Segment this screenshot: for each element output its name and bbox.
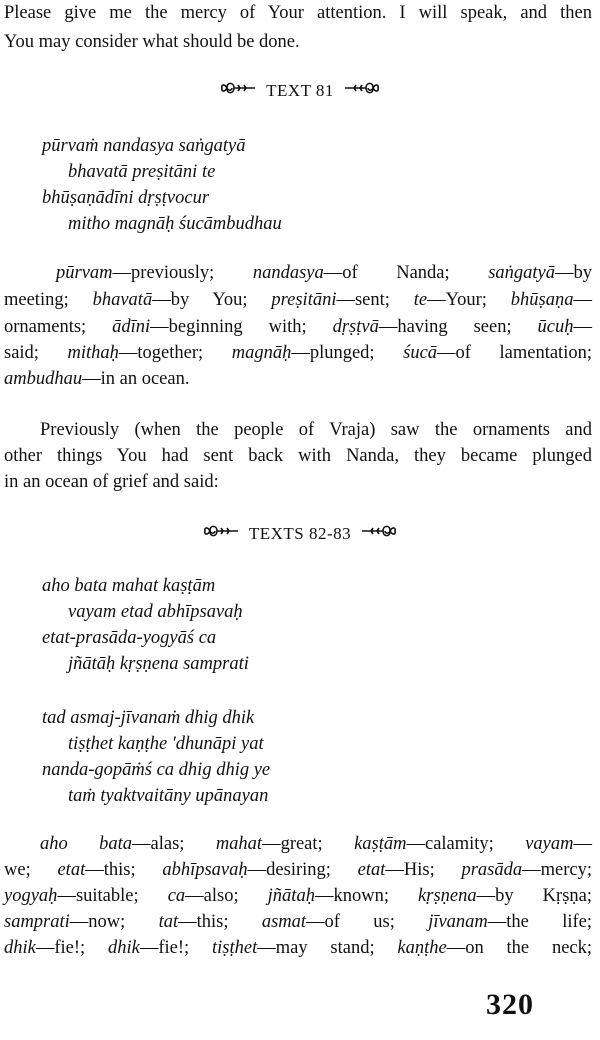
right-ornament-icon: [361, 522, 397, 547]
term-meaning: —mercy;: [522, 860, 593, 880]
term-meaning: —the life;: [487, 912, 593, 932]
glossary-81-line: [4, 288, 592, 312]
verse-82-line: etat-prasāda-yogyāś ca: [42, 628, 217, 648]
sanskrit-term: mithaḥ: [67, 343, 119, 363]
sanskrit-term: kaṣṭām: [354, 834, 407, 854]
term-meaning: —by You;: [152, 290, 272, 310]
term-meaning: —of us;: [306, 912, 429, 932]
intro-line-1: Please give me the mercy of Your attention. I will speak, and then: [4, 3, 592, 23]
verse-81-line: pūrvaṁ nandasya saṅgatyā: [42, 136, 246, 156]
sanskrit-term: bhavatā: [92, 290, 153, 310]
sanskrit-term: tiṣṭhet: [212, 938, 258, 958]
term-meaning: —also;: [185, 886, 268, 906]
sanskrit-term: mahat: [215, 834, 263, 854]
term-meaning: —plunged;: [291, 343, 404, 363]
sanskrit-term: saṅgatyā: [488, 263, 555, 283]
heading-text-81: [0, 78, 600, 104]
sanskrit-term: ambudhau: [4, 369, 83, 389]
sanskrit-term: śucā: [403, 343, 438, 363]
sanskrit-term: magnāḥ: [231, 343, 292, 363]
verse-83-line: nanda-gopāṁś ca dhig dhig ye: [42, 760, 271, 780]
sanskrit-term: etat: [57, 860, 86, 880]
verse-83-line: tad asmaj-jīvanaṁ dhig dhik: [42, 708, 255, 728]
term-meaning: —fie!;: [35, 938, 108, 958]
sanskrit-term: asmat: [261, 912, 307, 932]
sanskrit-term: prasāda: [461, 860, 523, 880]
term-meaning: —by Kṛṣṇa;: [476, 886, 592, 906]
glossary-82-line: [40, 832, 592, 856]
term-meaning: —suitable;: [57, 886, 168, 906]
glossary-81-line: [56, 261, 592, 285]
verse-82-line: jñātāḥ kṛṣṇena samprati: [68, 654, 249, 674]
sanskrit-term: kṛṣṇena: [418, 886, 477, 906]
verse-83-line: taṁ tyaktvaitāny upānayan: [68, 786, 269, 806]
glossary-82-line: [4, 858, 592, 882]
sanskrit-term: tat: [158, 912, 179, 932]
glossary-82-line: [4, 936, 592, 960]
verse-81-line: bhavatā preṣitāni te: [68, 162, 216, 182]
term-meaning: —of lamentation;: [437, 343, 592, 363]
term-meaning: said;: [4, 343, 68, 363]
term-meaning: —of Nanda;: [323, 263, 489, 283]
term-meaning: —Your;: [427, 290, 511, 310]
sanskrit-term: ādīni: [112, 317, 151, 337]
sanskrit-term: yogyaḥ: [4, 886, 58, 906]
sanskrit-term: dhik: [4, 938, 36, 958]
term-meaning: —in an ocean.: [82, 369, 190, 389]
sanskrit-term: samprati: [4, 912, 70, 932]
sanskrit-term: nandasya: [252, 263, 324, 283]
translation-81-line: Previously (when the people of Vraja) saw the ornaments and: [40, 420, 592, 440]
verse-81-line: mitho magnāḥ śucāmbudhau: [68, 214, 282, 234]
term-meaning: —great;: [262, 834, 355, 854]
term-meaning: —desiring;: [247, 860, 358, 880]
term-meaning: —together;: [118, 343, 232, 363]
term-meaning: —previously;: [112, 263, 253, 283]
term-meaning: —His;: [385, 860, 462, 880]
sanskrit-term: vayam: [525, 834, 574, 854]
term-meaning: —having seen;: [378, 317, 538, 337]
verse-81-line: bhūṣaṇādīni dṛṣṭvocur: [42, 188, 210, 208]
term-meaning: —alas;: [132, 834, 216, 854]
term-meaning: —: [573, 290, 592, 310]
sanskrit-term: te: [413, 290, 428, 310]
term-meaning: —known;: [314, 886, 419, 906]
term-meaning: meeting;: [4, 290, 93, 310]
sanskrit-term: kaṇṭhe: [397, 938, 447, 958]
term-meaning: we;: [4, 860, 58, 880]
translation-81-line: other things You had sent back with Nanda, they became plunged: [4, 446, 592, 466]
term-meaning: —beginning with;: [150, 317, 333, 337]
page-number: 320: [486, 988, 534, 1021]
sanskrit-term: bhūṣaṇa: [510, 290, 574, 310]
sanskrit-term: jñātaḥ: [267, 886, 315, 906]
term-meaning: —this;: [85, 860, 163, 880]
glossary-81-line: [4, 341, 592, 365]
glossary-82-line: [4, 884, 592, 908]
translation-81-line: in an ocean of grief and said:: [4, 472, 219, 492]
sanskrit-term: pūrvam: [56, 263, 113, 283]
sanskrit-term: dṛṣṭvā: [332, 317, 379, 337]
sanskrit-term: abhīpsavaḥ: [162, 860, 248, 880]
term-meaning: —this;: [178, 912, 262, 932]
left-ornament-icon: [203, 522, 239, 547]
sanskrit-term: preṣitāni: [271, 290, 337, 310]
left-ornament-icon: [220, 79, 256, 104]
intro-line-2: You may consider what should be done.: [4, 32, 300, 52]
sanskrit-term: etat: [357, 860, 386, 880]
sanskrit-term: aho bata: [40, 834, 133, 854]
term-meaning: ornaments;: [4, 317, 113, 337]
sanskrit-term: ca: [167, 886, 186, 906]
glossary-81-line: [4, 315, 592, 339]
term-meaning: —now;: [69, 912, 159, 932]
heading-label: TEXT 81: [266, 81, 334, 101]
right-ornament-icon: [344, 79, 380, 104]
term-meaning: —may stand;: [257, 938, 398, 958]
sanskrit-term: dhik: [108, 938, 140, 958]
term-meaning: —fie!;: [139, 938, 212, 958]
verse-82-line: aho bata mahat kaṣṭām: [42, 576, 216, 596]
term-meaning: —: [573, 317, 593, 337]
verse-82-line: vayam etad abhīpsavaḥ: [68, 602, 243, 622]
glossary-81-line: [4, 367, 190, 391]
term-meaning: —on the neck;: [446, 938, 593, 958]
heading-texts-82-83: [0, 521, 600, 547]
term-meaning: —sent;: [336, 290, 414, 310]
term-meaning: —by: [555, 263, 592, 283]
term-meaning: —: [573, 834, 592, 854]
glossary-82-line: [4, 910, 592, 934]
verse-83-line: tiṣṭhet kaṇṭhe 'dhunāpi yat: [68, 734, 264, 754]
sanskrit-term: jīvanam: [428, 912, 488, 932]
sanskrit-term: ūcuḥ: [537, 317, 574, 337]
heading-label: TEXTS 82-83: [248, 524, 352, 544]
term-meaning: —calamity;: [406, 834, 526, 854]
